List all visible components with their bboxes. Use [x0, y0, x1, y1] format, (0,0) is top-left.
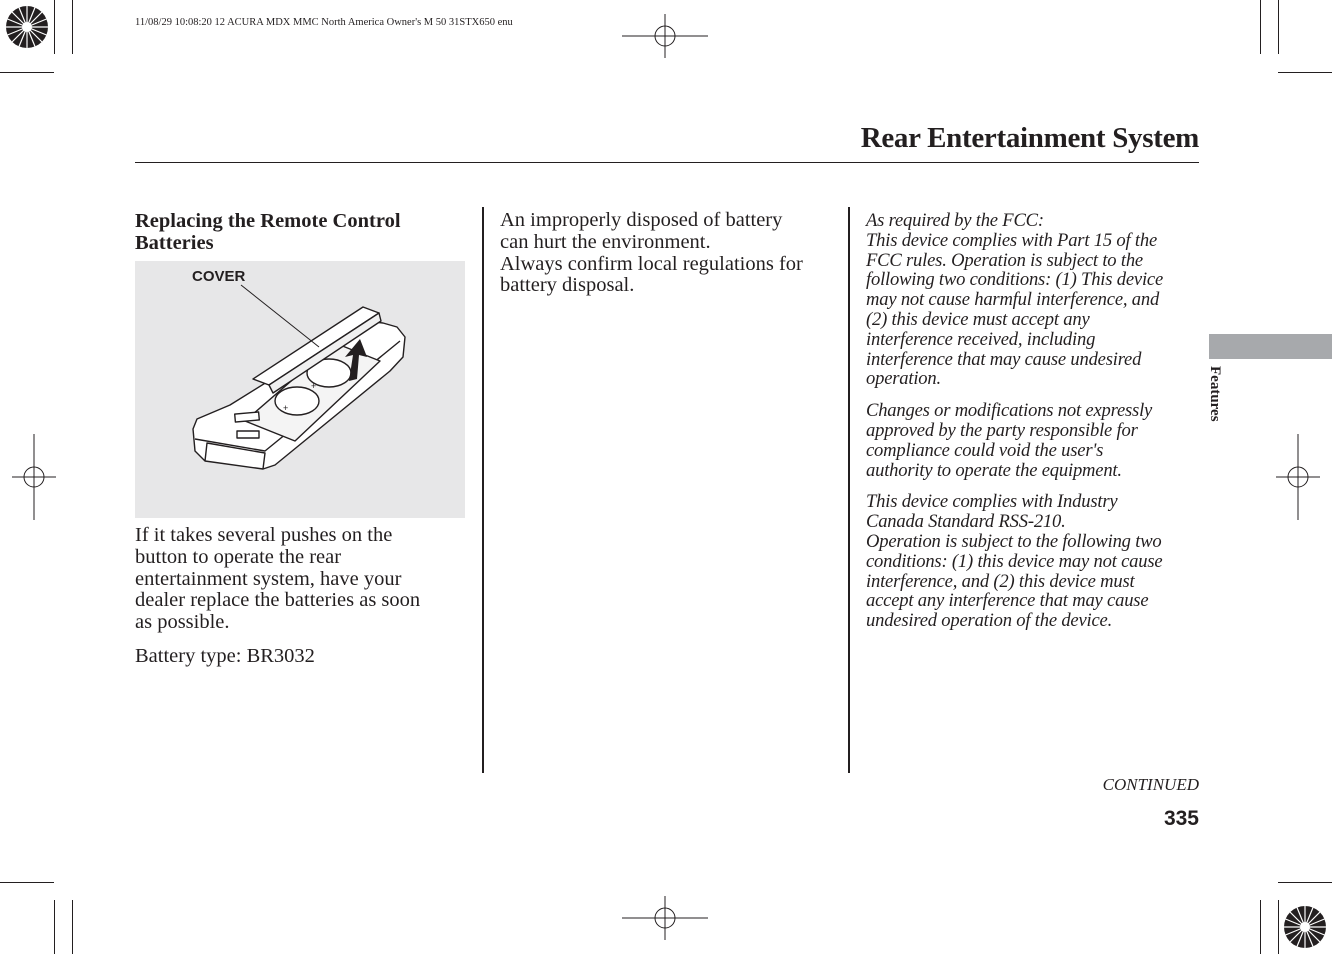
modifications-statement: Changes or modifications not expressly approved by the party responsible for compliance could void the user's authority to operate the equipment. — [866, 400, 1153, 481]
starburst-mark-top-left — [6, 6, 48, 48]
section-heading: Replacing the Remote Control Batteries — [135, 210, 401, 254]
figure-callout-cover: COVER — [192, 268, 246, 285]
battery-type: Battery type: BR3032 — [135, 644, 315, 667]
battery-instructions: If it takes several pushes on the button to operate the rear entertainment system, have your dealer replace the batteries as soon as possible. — [135, 524, 421, 634]
print-info: 11/08/29 10:08:20 12 ACURA MDX MMC North America Owner's M 50 31STX650 enu — [135, 17, 513, 28]
starburst-mark-bottom-right — [1284, 906, 1326, 948]
page-number: 335 — [1163, 807, 1199, 830]
fcc-statement: As required by the FCC: This device complies with Part 15 of the FCC rules. Operation is subject to the following two conditions: (1) This device may not cause harmful interference, and (2) this device must accept any interference received, including interference that may cause undesired operation. — [866, 210, 1164, 390]
remote-control-illustration — [135, 261, 465, 518]
svg-text:+: + — [283, 403, 289, 413]
section-tab — [1209, 334, 1332, 359]
title-rule — [135, 162, 1199, 163]
column-divider-2 — [848, 207, 850, 773]
svg-text:+: + — [311, 381, 317, 391]
column-divider-1 — [482, 207, 484, 773]
industry-canada-statement: This device complies with Industry Canada Standard RSS-210. — [866, 491, 1118, 533]
disposal-notice: An improperly disposed of battery can hurt the environment. Always confirm local regulations for battery disposal. — [500, 209, 803, 297]
continued-label: CONTINUED — [1102, 775, 1199, 794]
page-title: Rear Entertainment System — [860, 122, 1199, 154]
remote-battery-figure — [135, 261, 465, 518]
operation-conditions-statement: Operation is subject to the following two conditions: (1) this device may not cause interference, and (2) this device must accept any interference that may cause undesired operation of the device. — [866, 530, 1163, 632]
section-tab-label: Features — [1207, 366, 1223, 422]
